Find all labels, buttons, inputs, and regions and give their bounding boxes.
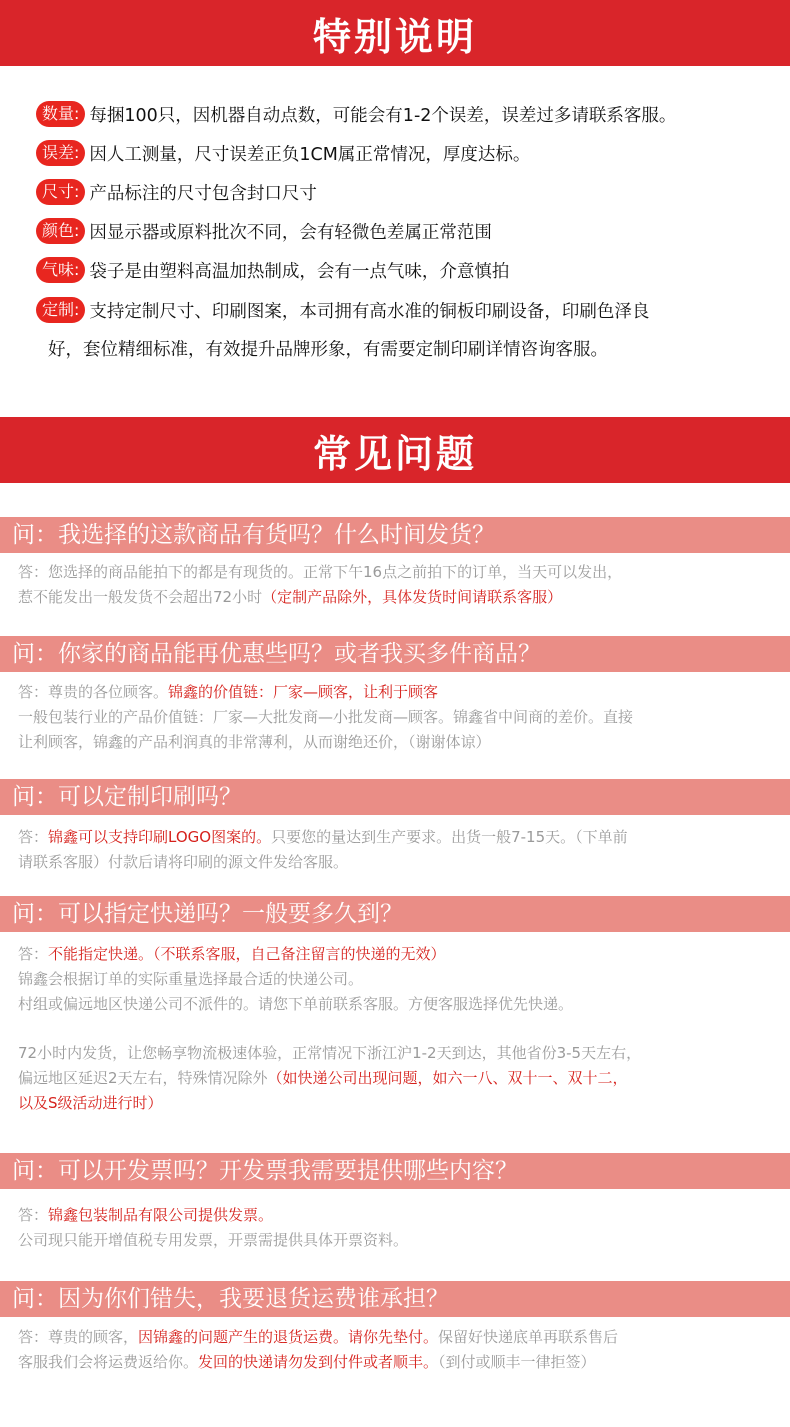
answer-text: 只要您的量达到生产要求。出货一般7-15天。（下单前 bbox=[271, 828, 628, 846]
answer-text: 保留好快递底单再联系售后 bbox=[438, 1328, 619, 1346]
faq-question: 问：你家的商品能再优惠些吗？或者我买多件商品？ bbox=[0, 636, 790, 672]
answer-text: 偏远地区延迟2天左右，特殊情况除外 bbox=[18, 1069, 268, 1087]
note-text: 因人工测量，尺寸误差正负1CM属正常情况，厚度达标。 bbox=[89, 145, 531, 165]
note-continuation: 好，套位精细标准，有效提升品牌形象，有需要定制印刷详情咨询客服。 bbox=[48, 340, 608, 360]
note-text: 产品标注的尺寸包含封口尺寸 bbox=[89, 184, 317, 204]
answer-text: 客服我们会将运费返给你。 bbox=[18, 1353, 199, 1371]
answer-highlight: 因锦鑫的问题产生的退货运费。请你先垫付。 bbox=[138, 1328, 439, 1346]
section-title-notes: 特别说明 bbox=[0, 0, 790, 66]
note-tag: 定制: bbox=[36, 297, 85, 323]
answer-line bbox=[18, 585, 778, 610]
note-text: 支持定制尺寸、印刷图案，本司拥有高水准的铜板印刷设备，印刷色泽良 bbox=[89, 302, 650, 322]
answer-line: 72小时内发货，让您畅享物流极速体验，正常情况下浙江沪1-2天到达，其他省份3-5天左右， bbox=[18, 1044, 642, 1062]
answer-highlight: （如快递公司出现问题，如六一八、双十一、双十二， bbox=[267, 1069, 628, 1087]
faq-answer bbox=[18, 560, 778, 610]
answer-text: 答： bbox=[18, 1206, 49, 1224]
answer-line: 以及S级活动进行时） bbox=[18, 1094, 163, 1112]
note-text: 因显示器或原料批次不同，会有轻微色差属正常范围 bbox=[89, 223, 492, 243]
answer-line: 让利顾客，锦鑫的产品利润真的非常薄利，从而谢绝还价，（谢谢体谅） bbox=[18, 733, 491, 751]
note-row-custom bbox=[36, 293, 766, 332]
answer-text: 答： bbox=[18, 828, 49, 846]
answer-highlight: （定制产品除外，具体发货时间请联系客服） bbox=[262, 588, 563, 606]
answer-line bbox=[18, 942, 778, 967]
faq-question: 问：因为你们错失，我要退货运费谁承担？ bbox=[0, 1281, 790, 1317]
answer-line: 答：您选择的商品能拍下的都是有现货的。正常下午16点之前拍下的订单，当天可以发出， bbox=[18, 563, 623, 581]
faq-question: 问：我选择的这款商品有货吗？什么时间发货？ bbox=[0, 517, 790, 553]
answer-highlight: 锦鑫可以支持印刷LOGO图案的。 bbox=[48, 828, 272, 846]
faq-answer bbox=[18, 825, 778, 875]
answer-text: （到付或顺丰一律拒签） bbox=[438, 1353, 596, 1371]
answer-highlight: 不能指定快递。（不联系客服，自己备注留言的快递的无效） bbox=[48, 945, 446, 963]
answer-text: 答：尊贵的各位顾客。 bbox=[18, 683, 169, 701]
faq-answer-extra bbox=[18, 1041, 778, 1116]
note-row-smell bbox=[36, 253, 766, 292]
note-tag: 数量: bbox=[36, 101, 85, 127]
faq-question: 问：可以指定快递吗？一般要多久到？ bbox=[0, 896, 790, 932]
answer-line bbox=[18, 1203, 778, 1228]
section-title-faq: 常见问题 bbox=[0, 417, 790, 483]
answer-highlight: 发回的快递请勿发到付件或者顺丰。 bbox=[198, 1353, 439, 1371]
faq-question: 问：可以开发票吗？开发票我需要提供哪些内容？ bbox=[0, 1153, 790, 1189]
note-tag: 误差: bbox=[36, 140, 85, 166]
answer-line bbox=[18, 1325, 778, 1350]
answer-line: 一般包装行业的产品价值链：厂家—大批发商—小批发商—顾客。锦鑫省中间商的差价。直接 bbox=[18, 708, 634, 726]
answer-line: 村组或偏远地区快递公司不派件的。请您下单前联系客服。方便客服选择优先快递。 bbox=[18, 995, 574, 1013]
answer-highlight: 锦鑫的价值链：厂家—顾客，让利于顾客 bbox=[168, 683, 439, 701]
answer-line bbox=[18, 1066, 778, 1091]
answer-text: 答：尊贵的顾客， bbox=[18, 1328, 139, 1346]
note-text: 袋子是由塑料高温加热制成，会有一点气味，介意慎拍 bbox=[89, 262, 510, 282]
answer-highlight: 锦鑫包装制品有限公司提供发票。 bbox=[48, 1206, 274, 1224]
note-tag: 气味: bbox=[36, 257, 85, 283]
answer-line: 锦鑫会根据订单的实际重量选择最合适的快递公司。 bbox=[18, 970, 364, 988]
note-row-error bbox=[36, 136, 766, 175]
note-row-quantity bbox=[36, 97, 766, 136]
answer-line bbox=[18, 680, 778, 705]
faq-answer bbox=[18, 1325, 778, 1375]
note-row-size bbox=[36, 175, 766, 214]
note-tag: 尺寸: bbox=[36, 179, 85, 205]
answer-text: 答： bbox=[18, 945, 49, 963]
faq-answer bbox=[18, 942, 778, 1017]
answer-line: 公司现只能开增值税专用发票，开票需提供具体开票资料。 bbox=[18, 1231, 409, 1249]
faq-question: 问：可以定制印刷吗？ bbox=[0, 779, 790, 815]
note-row-color bbox=[36, 214, 766, 253]
answer-line bbox=[18, 825, 778, 850]
answer-line: 请联系客服）付款后请将印刷的源文件发给客服。 bbox=[18, 853, 349, 871]
faq-answer bbox=[18, 680, 778, 755]
answer-line bbox=[18, 1350, 778, 1375]
note-tag: 颜色: bbox=[36, 218, 85, 244]
faq-answer bbox=[18, 1203, 778, 1253]
note-text: 每捆100只，因机器自动点数，可能会有1-2个误差，误差过多请联系客服。 bbox=[89, 106, 677, 126]
answer-text: 惹不能发出一般发货不会超出72小时 bbox=[18, 588, 263, 606]
